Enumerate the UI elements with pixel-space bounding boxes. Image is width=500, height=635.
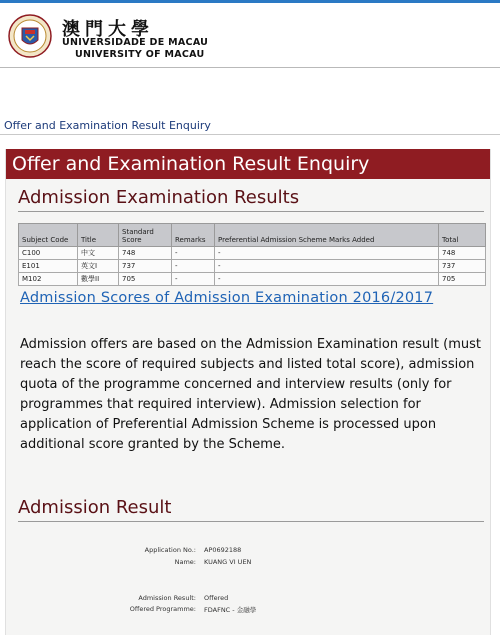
result-panel: [5, 149, 491, 635]
application-no-label: Application No.:: [144, 546, 196, 554]
cell-preferential-marks: -: [215, 260, 439, 273]
table-row: [19, 260, 486, 273]
section-divider: [18, 521, 484, 522]
table-header-row: [19, 224, 486, 247]
cell-subject-code: E101: [19, 260, 78, 273]
cell-total: 748: [439, 247, 486, 260]
university-logo-icon[interactable]: [8, 14, 52, 58]
cell-title: 中文: [78, 247, 119, 260]
cell-preferential-marks: -: [215, 273, 439, 286]
breadcrumb[interactable]: Offer and Examination Result Enquiry: [4, 119, 211, 132]
col-subject-code: Subject Code: [19, 224, 78, 247]
admission-result-label: Admission Result:: [138, 594, 196, 602]
cell-remarks: -: [172, 247, 215, 260]
exam-results-heading: Admission Examination Results: [18, 187, 300, 208]
cell-preferential-marks: -: [215, 247, 439, 260]
admission-scores-link[interactable]: Admission Scores of Admission Examination 2016/2017: [20, 290, 434, 306]
university-name-portuguese: UNIVERSIDADE DE MACAU: [62, 37, 209, 48]
admission-result-value: Offered: [204, 594, 229, 602]
cell-subject-code: C100: [19, 247, 78, 260]
col-preferential-marks: Preferential Admission Scheme Marks Added: [215, 224, 439, 247]
offered-programme-value: FDAFNC - 金融學: [204, 606, 257, 614]
cell-title: 英文I: [78, 260, 119, 273]
section-divider: [18, 211, 484, 212]
panel-title: Offer and Examination Result Enquiry: [6, 149, 490, 179]
name-value: KUANG VI UEN: [204, 558, 252, 566]
cell-standard-score: 705: [119, 273, 172, 286]
exam-results-table: [18, 223, 486, 286]
name-label: Name:: [174, 558, 196, 566]
site-header: [0, 3, 500, 65]
table-row: [19, 247, 486, 260]
cell-total: 705: [439, 273, 486, 286]
cell-title: 數學II: [78, 273, 119, 286]
cell-standard-score: 748: [119, 247, 172, 260]
col-total: Total: [439, 224, 486, 247]
cell-subject-code: M102: [19, 273, 78, 286]
admission-result-heading: Admission Result: [18, 497, 172, 518]
col-title: Title: [78, 224, 119, 247]
university-name-english: UNIVERSITY OF MACAU: [75, 49, 205, 60]
col-remarks: Remarks: [172, 224, 215, 247]
table-row: [19, 273, 486, 286]
university-name-chinese: 澳門大學: [62, 19, 154, 40]
cell-standard-score: 737: [119, 260, 172, 273]
admission-policy-text: Admission offers are based on the Admission Examination result (must reach the score of required subjects and listed total score), admission quota of the programme concerned and interview results (only for programmes that required interview). Admission selection for application of Preferential Admission Scheme is processed upon additional score granted by the Scheme.: [20, 337, 481, 452]
breadcrumb-divider: [0, 134, 500, 135]
cell-remarks: -: [172, 273, 215, 286]
header-divider: [0, 67, 500, 68]
offered-programme-label: Offered Programme:: [129, 605, 196, 613]
cell-remarks: -: [172, 260, 215, 273]
cell-total: 737: [439, 260, 486, 273]
application-no-value: AP0692188: [204, 546, 242, 554]
col-standard-score: Standard Score: [119, 224, 172, 247]
